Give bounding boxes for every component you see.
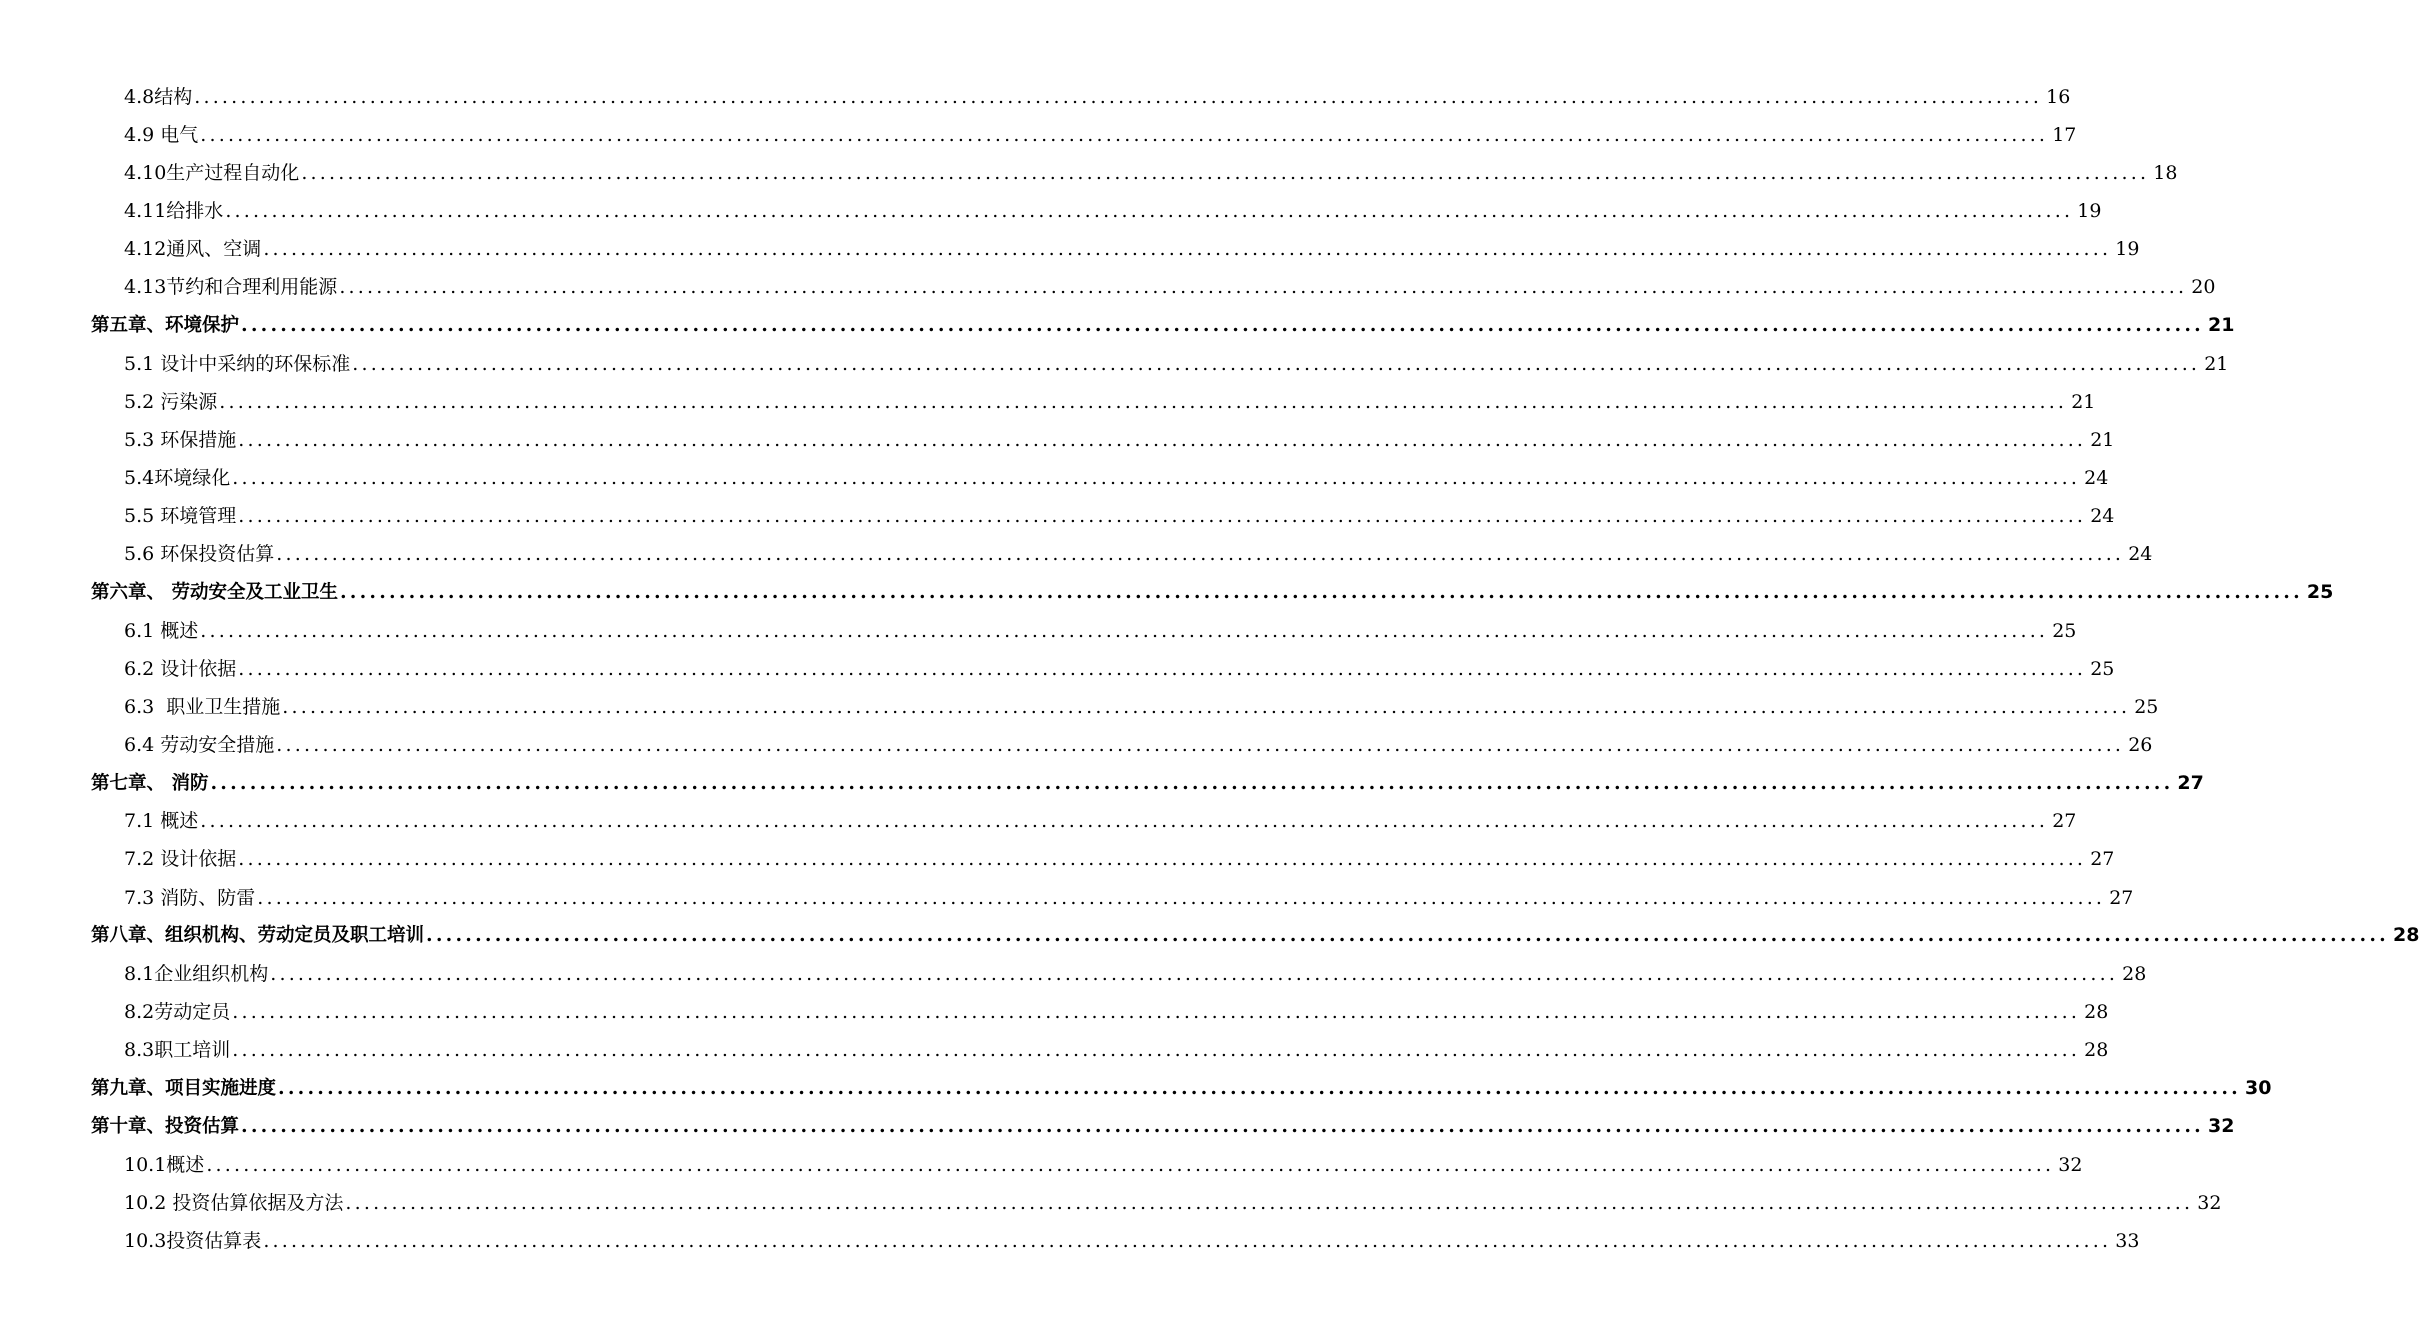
toc-entry-page: 21: [2090, 428, 2115, 451]
toc-entry-page: 18: [2153, 161, 2178, 184]
toc-dot-leader: ........................................................................................................................................................................................................: [200, 810, 2049, 833]
toc-dot-leader: ........................................................................................................................................................................................................: [232, 1039, 2081, 1062]
toc-entry-page: 19: [2077, 199, 2102, 222]
toc-entry-title: 8.2劳动定员: [124, 1000, 231, 1023]
toc-dot-leader: ........................................................................................................................................................................................................: [219, 390, 2068, 413]
toc-chapter-page: 27: [2177, 771, 2204, 794]
toc-chapter-page: 25: [2306, 580, 2334, 603]
toc-entry-page: 24: [2128, 543, 2153, 566]
toc-entry-title: 5.5 环境管理: [124, 505, 237, 528]
toc-entry[interactable]: [0, 152, 2178, 190]
toc-chapter-title: 第六章、 劳动安全及工业卫生: [91, 581, 338, 603]
toc-entry-page: 27: [2090, 848, 2115, 871]
toc-chapter-title: 第十章、投资估算: [91, 1115, 240, 1137]
toc-entry-page: 16: [2046, 85, 2071, 108]
toc-entry-title: 4.12通风、空调: [124, 238, 262, 261]
toc-chapter-entry[interactable]: [0, 1068, 2272, 1106]
toc-entry-title: 10.1概述: [124, 1153, 205, 1176]
toc-dot-leader: ........................................................................................................................................................................................................: [241, 1114, 2204, 1137]
toc-entry-title: 4.8结构: [124, 85, 193, 108]
toc-chapter-entry[interactable]: [0, 763, 2204, 801]
toc-entry-title: 6.4 劳动安全措施: [124, 733, 275, 756]
toc-entry[interactable]: [0, 381, 2096, 419]
toc-entry-page: 21: [2204, 352, 2229, 375]
toc-entry[interactable]: [0, 419, 2115, 457]
toc-entry-page: 28: [2122, 962, 2147, 985]
toc-dot-leader: ........................................................................................................................................................................................................: [206, 1153, 2055, 1176]
toc-entry[interactable]: [0, 610, 2077, 648]
toc-entry-title: 4.9 电气: [124, 123, 199, 146]
toc-dot-leader: ........................................................................................................................................................................................................: [263, 238, 2112, 261]
toc-chapter-page: 21: [2207, 313, 2235, 336]
toc-dot-leader: ........................................................................................................................................................................................................: [238, 657, 2087, 680]
toc-dot-leader: ........................................................................................................................................................................................................: [200, 123, 2049, 146]
toc-entry-page: 32: [2058, 1153, 2083, 1176]
toc-entry-page: 33: [2115, 1229, 2140, 1252]
toc-dot-leader: ........................................................................................................................................................................................................: [282, 695, 2131, 718]
toc-dot-leader: ........................................................................................................................................................................................................: [238, 505, 2087, 528]
toc-entry-page: 24: [2090, 505, 2115, 528]
toc-entry[interactable]: [0, 76, 2071, 114]
toc-entry[interactable]: [0, 496, 2115, 534]
toc-dot-leader: ........................................................................................................................................................................................................: [278, 1076, 2241, 1099]
toc-entry-page: 27: [2052, 810, 2077, 833]
toc-dot-leader: ........................................................................................................................................................................................................: [200, 619, 2049, 642]
toc-dot-leader: ........................................................................................................................................................................................................: [263, 1229, 2112, 1252]
toc-entry-title: 7.2 设计依据: [124, 848, 237, 871]
toc-entry-title: 5.4环境绿化: [124, 466, 231, 489]
toc-dot-leader: ........................................................................................................................................................................................................: [210, 771, 2174, 794]
toc-entry[interactable]: [0, 991, 2109, 1029]
toc-dot-leader: ........................................................................................................................................................................................................: [276, 543, 2125, 566]
toc-entry-page: 19: [2115, 238, 2140, 261]
toc-entry-title: 5.3 环保措施: [124, 428, 237, 451]
toc-entry-title: 6.2 设计依据: [124, 657, 237, 680]
toc-dot-leader: ........................................................................................................................................................................................................: [270, 962, 2119, 985]
toc-entry[interactable]: [0, 953, 2147, 991]
toc-entry-title: 5.6 环保投资估算: [124, 543, 275, 566]
toc-entry-title: 5.1 设计中采纳的环保标准: [124, 352, 351, 375]
toc-entry[interactable]: [0, 114, 2077, 152]
toc-entry[interactable]: [0, 343, 2229, 381]
toc-chapter-page: 28: [2392, 924, 2419, 947]
toc-dot-leader: ........................................................................................................................................................................................................: [339, 580, 2303, 603]
toc-dot-leader: ........................................................................................................................................................................................................: [276, 733, 2125, 756]
toc-entry-title: 7.1 概述: [124, 810, 199, 833]
toc-entry-page: 25: [2134, 695, 2159, 718]
toc-chapter-entry[interactable]: [0, 572, 2334, 610]
toc-entry-title: 4.10生产过程自动化: [124, 161, 300, 184]
toc-chapter-entry[interactable]: [0, 1106, 2235, 1144]
toc-entry[interactable]: [0, 686, 2159, 724]
toc-entry[interactable]: [0, 1030, 2109, 1068]
toc-dot-leader: ........................................................................................................................................................................................................: [238, 428, 2087, 451]
toc-chapter-page: 32: [2207, 1114, 2235, 1137]
toc-entry-page: 24: [2084, 466, 2109, 489]
table-of-contents: [0, 76, 2419, 1258]
toc-chapter-entry[interactable]: [0, 915, 2419, 953]
toc-entry-title: 6.1 概述: [124, 619, 199, 642]
toc-dot-leader: ........................................................................................................................................................................................................: [238, 848, 2087, 871]
toc-dot-leader: ........................................................................................................................................................................................................: [232, 466, 2081, 489]
toc-entry-page: 28: [2084, 1000, 2109, 1023]
toc-entry[interactable]: [0, 267, 2216, 305]
toc-entry-page: 25: [2052, 619, 2077, 642]
toc-entry-title: 4.13节约和合理利用能源: [124, 276, 338, 299]
toc-dot-leader: ........................................................................................................................................................................................................: [241, 313, 2204, 336]
toc-dot-leader: ........................................................................................................................................................................................................: [194, 85, 2043, 108]
toc-entry[interactable]: [0, 648, 2115, 686]
toc-chapter-title: 第五章、环境保护: [91, 314, 240, 336]
toc-dot-leader: ........................................................................................................................................................................................................: [345, 1191, 2194, 1214]
toc-entry[interactable]: [0, 877, 2134, 915]
toc-dot-leader: ........................................................................................................................................................................................................: [301, 161, 2150, 184]
toc-chapter-title: 第七章、 消防: [91, 772, 209, 794]
toc-entry[interactable]: [0, 1182, 2222, 1220]
toc-entry[interactable]: [0, 839, 2115, 877]
toc-entry-page: 20: [2191, 276, 2216, 299]
toc-entry-page: 28: [2084, 1039, 2109, 1062]
toc-entry[interactable]: [0, 1220, 2140, 1258]
toc-dot-leader: ........................................................................................................................................................................................................: [339, 276, 2188, 299]
toc-chapter-page: 30: [2244, 1076, 2272, 1099]
toc-entry-title: 8.1企业组织机构: [124, 962, 269, 985]
toc-entry-page: 32: [2197, 1191, 2222, 1214]
toc-chapter-entry[interactable]: [0, 305, 2235, 343]
toc-entry-title: 10.3投资估算表: [124, 1229, 262, 1252]
toc-entry-page: 26: [2128, 733, 2153, 756]
toc-entry[interactable]: [0, 190, 2102, 228]
toc-entry-page: 21: [2071, 390, 2096, 413]
toc-entry-title: 6.3 职业卫生措施: [124, 695, 281, 718]
toc-dot-leader: ........................................................................................................................................................................................................: [257, 886, 2106, 909]
toc-entry-title: 7.3 消防、防雷: [124, 886, 256, 909]
toc-entry[interactable]: [0, 457, 2109, 495]
toc-entry[interactable]: [0, 801, 2077, 839]
toc-entry-title: 8.3职工培训: [124, 1039, 231, 1062]
toc-entry-page: 17: [2052, 123, 2077, 146]
toc-chapter-title: 第八章、组织机构、劳动定员及职工培训: [91, 925, 425, 947]
toc-dot-leader: ........................................................................................................................................................................................................: [232, 1000, 2081, 1023]
toc-entry-title: 5.2 污染源: [124, 390, 218, 413]
toc-entry-page: 25: [2090, 657, 2115, 680]
toc-entry[interactable]: [0, 724, 2153, 762]
toc-entry[interactable]: [0, 229, 2140, 267]
toc-dot-leader: ........................................................................................................................................................................................................: [426, 924, 2389, 947]
toc-entry[interactable]: [0, 1144, 2083, 1182]
toc-entry[interactable]: [0, 534, 2153, 572]
toc-entry-title: 10.2 投资估算依据及方法: [124, 1191, 344, 1214]
toc-dot-leader: ........................................................................................................................................................................................................: [352, 352, 2201, 375]
toc-entry-page: 27: [2109, 886, 2134, 909]
toc-dot-leader: ........................................................................................................................................................................................................: [225, 199, 2074, 222]
toc-entry-title: 4.11给排水: [124, 199, 224, 222]
toc-chapter-title: 第九章、项目实施进度: [91, 1077, 277, 1099]
